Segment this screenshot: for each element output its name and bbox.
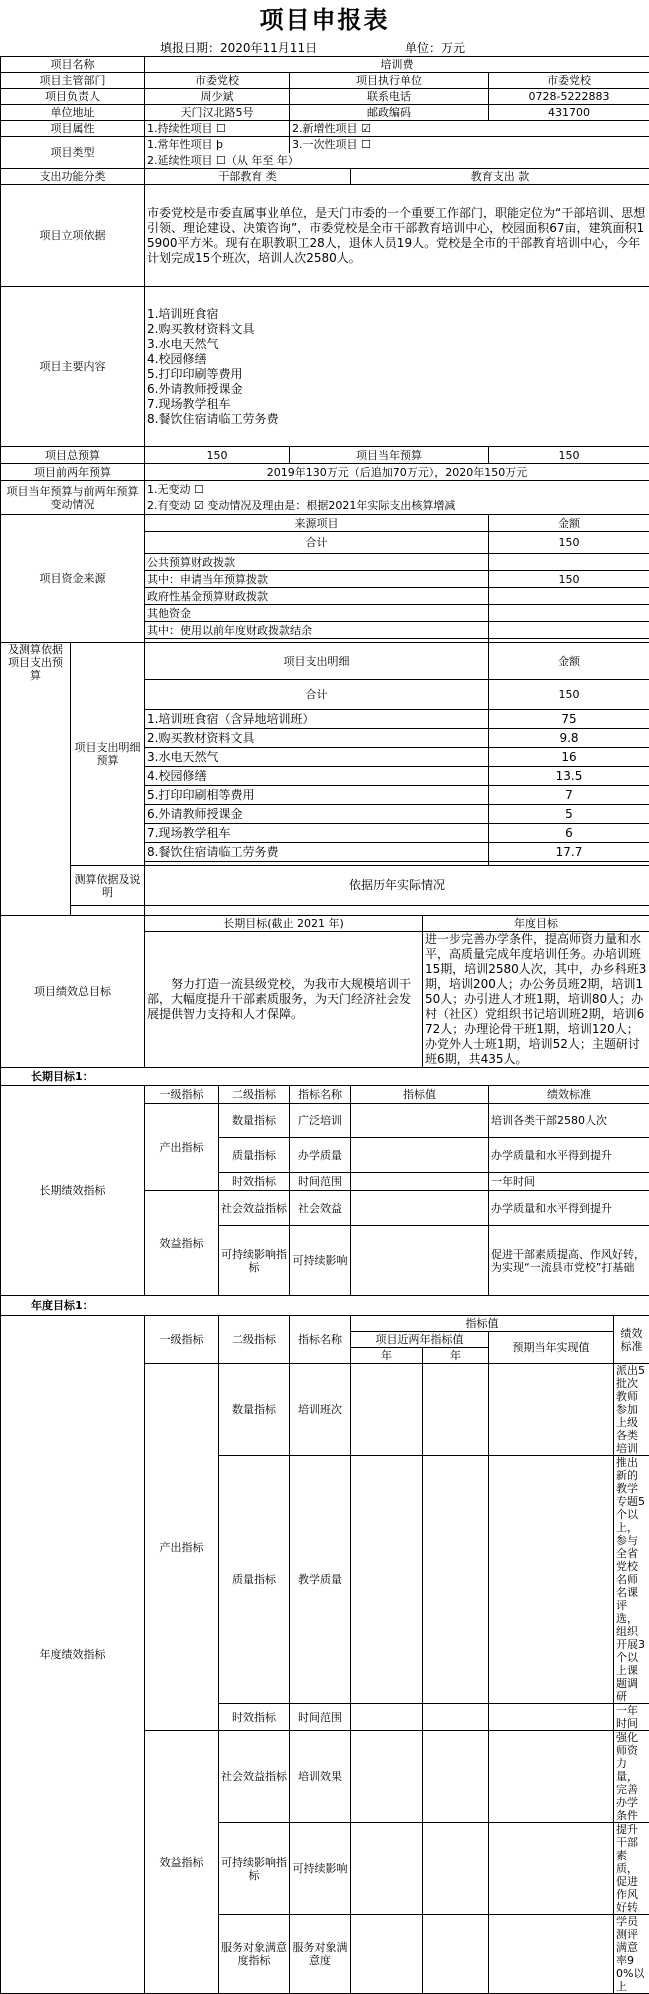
dept-label: 项目主管部门 — [1, 73, 145, 89]
content-item: 8.餐饮住宿请临工劳务费 — [147, 412, 647, 427]
long-h-name: 指标名称 — [290, 1086, 351, 1104]
year-benefit-label: 效益指标 — [145, 1731, 219, 1994]
calc-label: 测算依据及说明 — [71, 866, 145, 906]
person-label: 项目负责人 — [1, 89, 145, 105]
year-v1 — [351, 1364, 423, 1456]
form-title: 项目申报表 — [0, 0, 649, 40]
year-target-label: 年度目标1： — [1, 1296, 649, 1316]
long-lvl2: 社会效益指标 — [219, 1191, 290, 1226]
attr-option-2[interactable]: 2.新增性项目 ☑ — [290, 121, 649, 137]
year-v2 — [423, 1915, 489, 1994]
content-item: 6.外请教师授课金 — [147, 382, 647, 397]
fund-other: 其他资金 — [145, 605, 489, 622]
year-h-year2: 年 — [423, 1348, 489, 1364]
detail-row-name: 3.水电天然气 — [145, 748, 489, 767]
content-item: 1.培训班食宿 — [147, 307, 647, 322]
year-std: 学员测评满意率90%以上 — [614, 1915, 649, 1994]
detail-row-name: 8.餐饮住宿请临工劳务费 — [145, 843, 489, 862]
long-name: 办学质量 — [290, 1138, 351, 1173]
attr-label: 项目属性 — [1, 121, 145, 137]
year-h-expect: 预期当年实现值 — [489, 1332, 614, 1364]
long-goal-header: 长期目标(截止 2021 年) — [145, 916, 423, 932]
type-option-3[interactable]: 3.一次性项目 ☐ — [290, 137, 649, 153]
prev-value: 2019年130万元（后追加70万元），2020年150万元 — [145, 464, 649, 481]
year-h-recent: 项目近两年指标值 — [351, 1332, 489, 1348]
change-option-1[interactable]: 1.无变动 ☐ — [145, 481, 649, 498]
long-target-label: 长期目标1： — [1, 1068, 649, 1086]
year-lvl2: 可持续影响指标 — [219, 1823, 290, 1915]
project-name-label: 项目名称 — [1, 57, 145, 73]
year-lvl2: 社会效益指标 — [219, 1731, 290, 1823]
long-name: 广泛培训 — [290, 1104, 351, 1138]
detail-header: 项目支出明细 — [145, 643, 489, 680]
year-name: 可持续影响 — [290, 1823, 351, 1915]
year-goal-text: 进一步完善办学条件，提高师资力量和水平，高质量完成年度培训任务。办培训班15期，培训2580人次，其中，办乡科班3期，培训200人；办公务员班2期，培训150人；办引进人才班1期，培训80人；办村（社区）党组织书记培训班2期，培训672人；办理论骨干班1期，培训120人；办党外人士班1期，培训52人；主题研讨班6期，共435人。 — [423, 932, 649, 1068]
year-v1 — [351, 1704, 423, 1731]
content-item: 7.现场教学租车 — [147, 397, 647, 412]
year-lvl2: 时效指标 — [219, 1704, 290, 1731]
long-perf-label: 长期绩效指标 — [1, 1086, 145, 1296]
addr-value: 天门汉北路5号 — [145, 105, 290, 121]
type-option-2[interactable]: 2.延续性项目 ☐（从 年至 年） — [145, 153, 649, 169]
basis-text: 市委党校是市委直属事业单位，是天门市委的一个重要工作部门，职能定位为“干部培训、思想引领、理论建设、决策咨询”，市委党校是全市干部教育培训中心，校园面积67亩，建筑面积15900平方米。现有在职教职工28人，退休人员19人。党校是全市的干部教育培训中心，今年计划完成15个班次，培训人次2580人。 — [145, 185, 649, 287]
year-v1 — [351, 1731, 423, 1823]
long-std: 一年时间 — [489, 1173, 649, 1191]
content-item: 3.水电天然气 — [147, 337, 647, 352]
func-label: 支出功能分类 — [1, 169, 145, 185]
content-item: 4.校园修缮 — [147, 352, 647, 367]
current-label: 项目当年预算 — [290, 447, 489, 464]
calc-spacer-b — [145, 906, 649, 916]
detail-row-name: 6.外请教师授课金 — [145, 805, 489, 824]
long-std: 办学质量和水平得到提升 — [489, 1138, 649, 1173]
unit-label: 单位：万元 — [405, 40, 465, 56]
long-name: 可持续影响 — [290, 1226, 351, 1296]
long-std: 促进干部素质提高、作风好转，为实现“一流县市党校”打基础 — [489, 1226, 649, 1296]
func-section: 教育支出 款 — [351, 169, 649, 185]
year-expect — [489, 1731, 614, 1823]
year-std: 一年时间 — [614, 1704, 649, 1731]
fund-prev: 其中：使用以前年度财政拨款结余 — [145, 622, 489, 639]
year-h-std: 绩效标准 — [614, 1316, 649, 1364]
detail-row-amt: 16 — [489, 748, 649, 767]
change-label: 项目当年预算与前两年预算变动情况 — [1, 481, 145, 515]
year-goal-header: 年度目标 — [423, 916, 649, 932]
year-std: 推出新的教学专题5个以上，参与全省党校名师名课评选，组织开展3个以上课题调研 — [614, 1456, 649, 1704]
fund-gov: 政府性基金预算财政拨款 — [145, 588, 489, 605]
application-table — [0, 56, 649, 1994]
year-v1 — [351, 1915, 423, 1994]
detail-row-amt: 13.5 — [489, 767, 649, 786]
content-list — [145, 287, 649, 447]
fund-other-amt — [489, 605, 649, 622]
phone-value: 0728-5222883 — [489, 89, 649, 105]
content-item: 5.打印印刷等费用 — [147, 367, 647, 382]
phone-label: 联系电话 — [290, 89, 489, 105]
fund-public-amt — [489, 554, 649, 571]
change-option-2[interactable]: 2.有变动 ☑ 变动情况及理由是：根据2021年实际支出核算增减 — [145, 498, 649, 515]
basis-label: 项目立项依据 — [1, 185, 145, 287]
calc-value: 依据历年实际情况 — [145, 866, 649, 906]
year-output-label: 产出指标 — [145, 1364, 219, 1731]
year-expect — [489, 1364, 614, 1456]
year-expect — [489, 1915, 614, 1994]
long-value — [351, 1191, 489, 1226]
zip-label: 邮政编码 — [290, 105, 489, 121]
fund-gov-amt — [489, 588, 649, 605]
prev-label: 项目前两年预算 — [1, 464, 145, 481]
year-name: 培训班次 — [290, 1364, 351, 1456]
type-label: 项目类型 — [1, 137, 145, 169]
year-v2 — [423, 1731, 489, 1823]
long-lvl2: 数量指标 — [219, 1104, 290, 1138]
long-name: 社会效益 — [290, 1191, 351, 1226]
long-lvl2: 质量指标 — [219, 1138, 290, 1173]
fill-date: 填报日期：2020年11月11日 — [160, 40, 317, 56]
zip-value: 431700 — [489, 105, 649, 121]
content-item: 2.购买教材资料文具 — [147, 322, 647, 337]
detail-row-name: 1.培训班食宿（含异地培训班） — [145, 710, 489, 729]
fund-prev-amt — [489, 622, 649, 639]
year-perf-label: 年度绩效指标 — [1, 1316, 145, 1994]
year-expect — [489, 1704, 614, 1731]
year-std: 派出5批次教师参加上级各类培训 — [614, 1364, 649, 1456]
fund-public: 公共预算财政拨款 — [145, 554, 489, 571]
year-h-year1: 年 — [351, 1348, 423, 1364]
detail-row-amt: 5 — [489, 805, 649, 824]
long-lvl2: 时效指标 — [219, 1173, 290, 1191]
fund-total-label: 合计 — [145, 532, 489, 554]
year-name: 时间范围 — [290, 1704, 351, 1731]
long-benefit-label: 效益指标 — [145, 1191, 219, 1296]
year-v2 — [423, 1456, 489, 1704]
long-goal-text: 努力打造一流县级党校，为我市大规模培训干部，大幅度提升干部素质服务，为天门经济社会发展提供智力支持和人才保障。 — [145, 932, 423, 1068]
detail-row-amt: 75 — [489, 710, 649, 729]
long-h-lvl1: 一级指标 — [145, 1086, 219, 1104]
long-name: 时间范围 — [290, 1173, 351, 1191]
long-output-label: 产出指标 — [145, 1104, 219, 1191]
fund-source-header: 来源项目 — [145, 515, 489, 532]
year-lvl2: 数量指标 — [219, 1364, 290, 1456]
project-name: 培训费 — [145, 57, 649, 73]
fund-label: 项目资金来源 — [1, 515, 145, 643]
year-name: 服务对象满意度 — [290, 1915, 351, 1994]
total-value: 150 — [145, 447, 290, 464]
long-value — [351, 1138, 489, 1173]
year-v2 — [423, 1823, 489, 1915]
year-std: 提升干部素质，促进作风好转 — [614, 1823, 649, 1915]
detail-row-name: 7.现场教学租车 — [145, 824, 489, 843]
person-value: 周少斌 — [145, 89, 290, 105]
total-label: 项目总预算 — [1, 447, 145, 464]
detail-row-name: 4.校园修缮 — [145, 767, 489, 786]
current-value: 150 — [489, 447, 649, 464]
fund-total: 150 — [489, 532, 649, 554]
long-lvl2: 可持续影响指标 — [219, 1226, 290, 1296]
year-name: 培训效果 — [290, 1731, 351, 1823]
detail-row-amt: 17.7 — [489, 843, 649, 862]
exec-value: 市委党校 — [489, 73, 649, 89]
exec-label: 项目执行单位 — [290, 73, 489, 89]
year-v1 — [351, 1456, 423, 1704]
year-h-value: 指标值 — [351, 1316, 614, 1332]
year-lvl2: 服务对象满意度指标 — [219, 1915, 290, 1994]
long-h-std: 绩效标准 — [489, 1086, 649, 1104]
type-option-1[interactable]: 1.常年性项目 þ — [145, 137, 290, 153]
detail-amount-header: 金额 — [489, 643, 649, 680]
detail-row-amt: 7 — [489, 786, 649, 805]
detail-total-label: 合计 — [145, 680, 489, 710]
year-std: 强化师资力量，完善办学条件 — [614, 1731, 649, 1823]
perf-label: 项目绩效总目标 — [1, 916, 145, 1068]
year-v2 — [423, 1364, 489, 1456]
long-value — [351, 1173, 489, 1191]
year-v2 — [423, 1704, 489, 1731]
fund-apply-amt: 150 — [489, 571, 649, 588]
year-h-lvl2: 二级指标 — [219, 1316, 290, 1364]
long-h-value: 指标值 — [351, 1086, 489, 1104]
year-expect — [489, 1456, 614, 1704]
fund-amount-header: 金额 — [489, 515, 649, 532]
content-label: 项目主要内容 — [1, 287, 145, 447]
year-lvl2: 质量指标 — [219, 1456, 290, 1704]
year-h-name: 指标名称 — [290, 1316, 351, 1364]
fund-apply: 其中：申请当年预算拨款 — [145, 571, 489, 588]
calc-spacer-a — [71, 906, 145, 916]
func-class: 干部教育 类 — [145, 169, 351, 185]
detail-row-name: 2.购买教材资料文具 — [145, 729, 489, 748]
detail-outer-label: 及测算依据 项目支出预算 — [1, 643, 71, 916]
long-value — [351, 1226, 489, 1296]
year-v1 — [351, 1823, 423, 1915]
long-std: 培训各类干部2580人次 — [489, 1104, 649, 1138]
addr-label: 单位地址 — [1, 105, 145, 121]
long-std: 办学质量和水平得到提升 — [489, 1191, 649, 1226]
detail-row-name: 5.打印印刷相等费用 — [145, 786, 489, 805]
year-h-lvl1: 一级指标 — [145, 1316, 219, 1364]
attr-option-1[interactable]: 1.持续性项目 ☐ — [145, 121, 290, 137]
detail-label: 项目支出明细预算 — [71, 643, 145, 866]
detail-row-amt: 6 — [489, 824, 649, 843]
year-expect — [489, 1823, 614, 1915]
dept-value: 市委党校 — [145, 73, 290, 89]
year-name: 教学质量 — [290, 1456, 351, 1704]
detail-row-amt: 9.8 — [489, 729, 649, 748]
detail-total: 150 — [489, 680, 649, 710]
long-value — [351, 1104, 489, 1138]
long-h-lvl2: 二级指标 — [219, 1086, 290, 1104]
